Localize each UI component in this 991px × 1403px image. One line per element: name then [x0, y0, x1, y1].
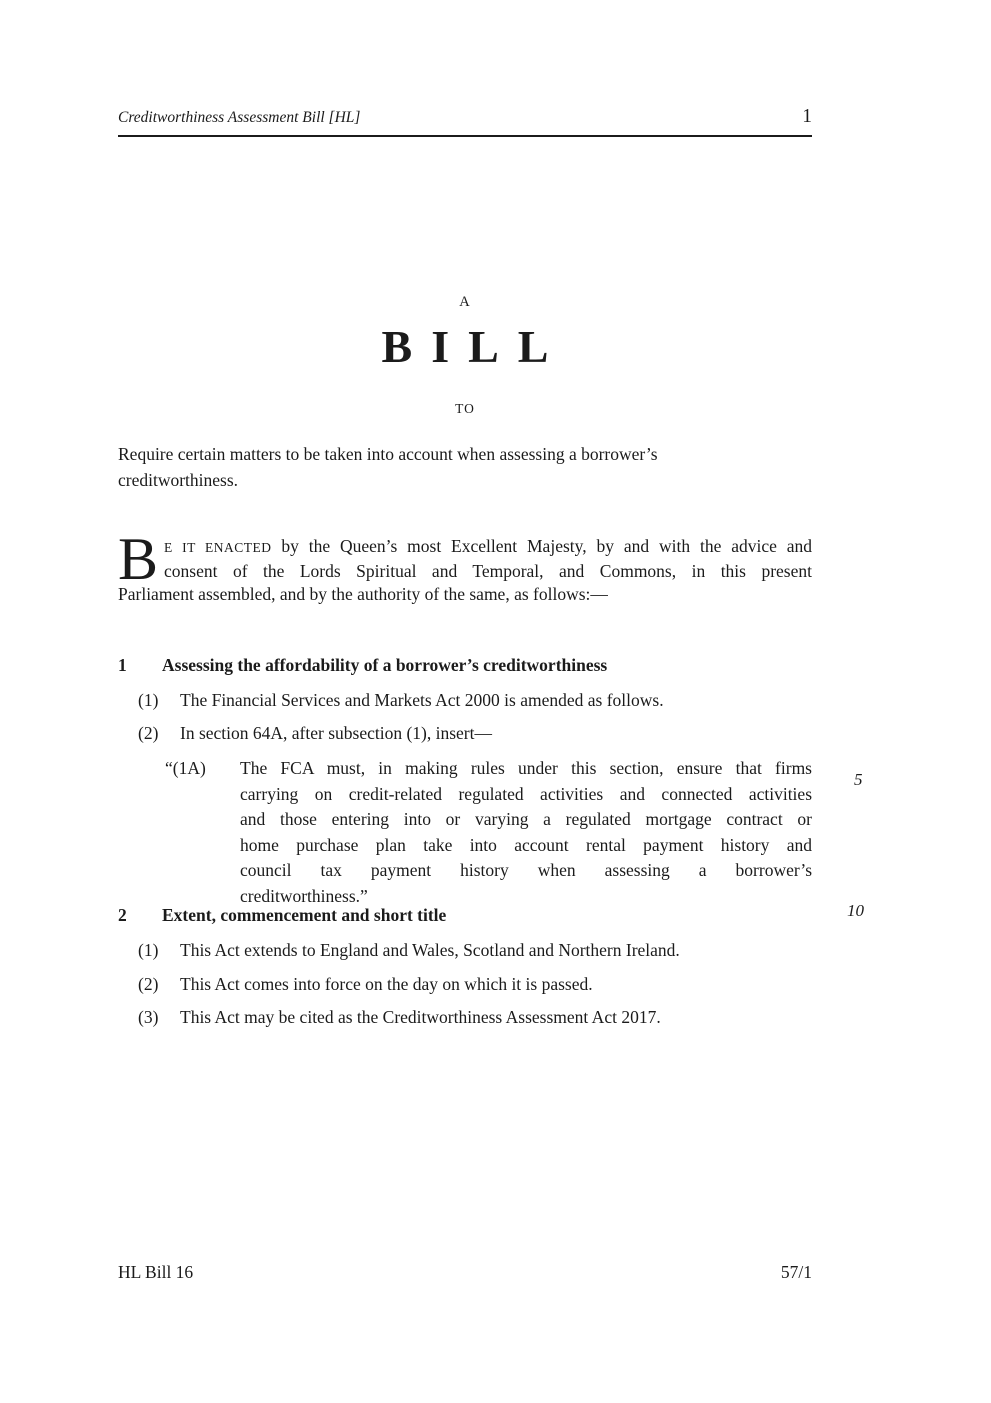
subsection-number: (1): [138, 940, 159, 960]
footer-bill-reference: HL Bill 16: [118, 1262, 194, 1282]
subsection-text: The Financial Services and Markets Act 2000 is amended as follows.: [180, 690, 664, 710]
subsection-number: (3): [138, 1007, 159, 1027]
quote-line-6: creditworthiness.”: [240, 885, 368, 906]
inserted-subsection-1A: [118, 756, 812, 909]
subsection-text: In section 64A, after subsection (1), insert—: [180, 723, 493, 743]
subsection-number: (2): [138, 974, 159, 994]
quote-line-4: home purchase plan take into account rental payment history and: [240, 834, 812, 855]
section-1-head: [118, 655, 812, 676]
quote-line-1: The FCA must, in making rules under this section, ensure that firms: [240, 758, 812, 778]
subsection-number: (1): [138, 690, 159, 710]
subsection-text: This Act comes into force on the day on which it is passed.: [180, 974, 593, 994]
margin-line-number-5: 5: [854, 770, 863, 789]
header-bill-title: Creditworthiness Assessment Bill [HL]: [118, 109, 361, 126]
section-2-head: [118, 905, 812, 926]
running-header: [118, 106, 812, 137]
subsection-number: (2): [138, 723, 159, 743]
section-2-subsection-3: [118, 1007, 812, 1028]
enacting-line-1-rest: by the Queen’s most Excellent Majesty, by and with the advice and: [281, 536, 812, 556]
inserted-subsection-number: “(1A): [165, 758, 206, 778]
section-2-subsection-1: [118, 940, 812, 961]
enacting-line-3: Parliament assembled, and by the authority of the same, as follows:—: [118, 584, 608, 604]
section-2-subsection-2: [118, 974, 812, 995]
enacting-drop-cap: B: [118, 526, 159, 592]
section-1-subsection-2: [118, 723, 812, 744]
subsection-text: This Act extends to England and Wales, Scotland and Northern Ireland.: [180, 940, 680, 960]
inserted-subsection-text: [240, 756, 812, 909]
masthead-article-a: A: [459, 294, 471, 310]
enacting-clause: [118, 526, 812, 607]
subsection-text: This Act may be cited as the Creditworthiness Assessment Act 2017.: [180, 1007, 661, 1027]
section-1-heading: Assessing the affordability of a borrower’s creditworthiness: [162, 655, 608, 675]
quote-line-3: and those entering into or varying a regulated mortgage contract or: [240, 809, 812, 829]
footer-session-number: 57/1: [780, 1262, 812, 1282]
enacting-line-2: consent of the Lords Spiritual and Temporal, and Commons, in this present: [164, 560, 812, 581]
masthead-to-word: TO: [455, 401, 475, 416]
long-title-line-1: Require certain matters to be taken into account when assessing a borrower’s: [118, 444, 658, 464]
section-1-subsection-1: [118, 690, 812, 711]
enacting-small-caps: E IT ENACTED: [164, 540, 272, 555]
page-footer: [118, 1262, 812, 1283]
header-page-number: 1: [802, 106, 812, 127]
long-title: [118, 441, 812, 493]
long-title-line-2: creditworthiness.: [118, 470, 239, 490]
section-2-heading: Extent, commencement and short title: [162, 905, 447, 925]
quote-line-2: carrying on credit-related regulated activities and connected activities: [240, 783, 812, 804]
section-2-number: 2: [118, 905, 127, 925]
margin-line-number-10: 10: [847, 901, 864, 920]
section-1-number: 1: [118, 655, 127, 675]
quote-line-5: council tax payment history when assessing a borrower’s: [240, 860, 812, 880]
masthead-bill-word: BILL: [381, 321, 568, 372]
enacting-line-1: [164, 535, 812, 560]
